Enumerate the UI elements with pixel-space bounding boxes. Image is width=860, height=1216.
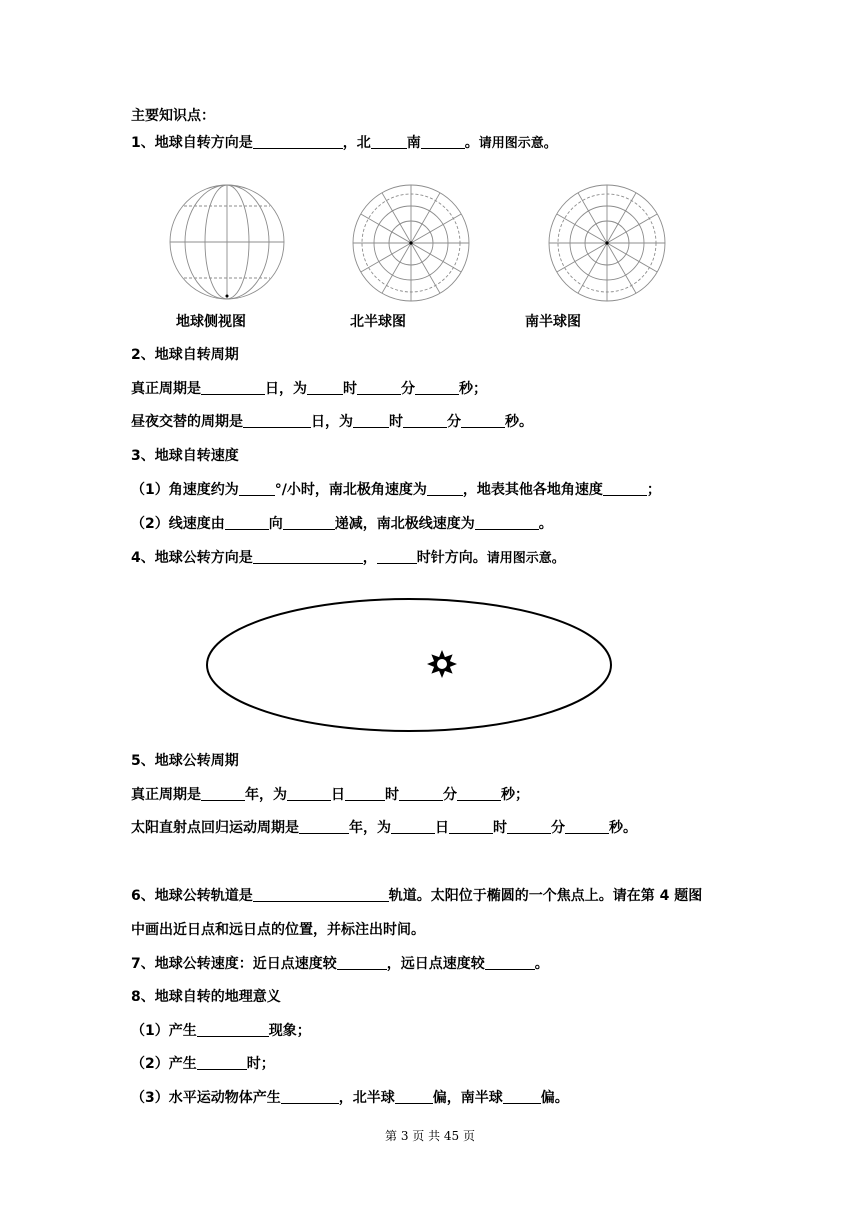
blank[interactable] [287,786,331,801]
caption-side-view: 地球侧视图 [176,314,246,330]
north-hemisphere-diagram [350,182,472,304]
question-2b: 昼夜交替的周期是 日，为 时 分 秒。 [131,414,533,430]
blank[interactable] [201,786,245,801]
question-1: 1、地球自转方向是 ，北 南 。请用图示意。 [131,135,557,151]
blank[interactable] [399,786,443,801]
question-5-title: 5、地球公转周期 [131,753,239,769]
question-2-title: 2、地球自转周期 [131,347,239,363]
blank[interactable] [307,380,343,395]
blank[interactable] [253,887,389,902]
blank[interactable] [449,819,493,834]
blank[interactable] [357,380,401,395]
blank[interactable] [281,1089,339,1104]
blank[interactable] [283,515,335,530]
question-8-title: 8、地球自转的地理意义 [131,989,281,1005]
page-footer: 第 3 页 共 45 页 [385,1129,475,1143]
blank[interactable] [427,481,463,496]
question-7: 7、地球公转速度：近日点速度较 ，远日点速度较 。 [131,956,549,972]
blank[interactable] [403,413,447,428]
blank[interactable] [253,549,363,564]
blank[interactable] [485,955,535,970]
blank[interactable] [253,134,343,149]
blank[interactable] [377,549,417,564]
question-4: 4、地球公转方向是 ， 时针方向。请用图示意。 [131,550,565,566]
question-8c: （3）水平运动物体产生 ，北半球 偏，南半球 偏。 [131,1090,569,1106]
blank[interactable] [371,134,407,149]
question-8a: （1）产生 现象； [131,1023,311,1039]
question-2a: 真正周期是 日，为 时 分 秒； [131,381,487,397]
blank[interactable] [197,1022,269,1037]
blank[interactable] [475,515,539,530]
caption-north: 北半球图 [350,314,406,330]
blank[interactable] [565,819,609,834]
globe-side-view-diagram [166,182,288,304]
blank[interactable] [457,786,501,801]
question-8b: （2）产生 时； [131,1056,275,1072]
blank[interactable] [507,819,551,834]
orbit-diagram [204,594,616,738]
sun-icon [427,650,457,678]
blank[interactable] [345,786,385,801]
question-5a: 真正周期是 年，为 日 时 分 秒； [131,787,529,803]
blank[interactable] [503,1089,541,1104]
blank[interactable] [421,134,465,149]
question-6-line-1: 6、地球公转轨道是 轨道。太阳位于椭圆的一个焦点上。请在第 4 题图 [131,888,703,904]
blank[interactable] [337,955,387,970]
question-6-line-2: 中画出近日点和远日点的位置，并标注出时间。 [131,922,425,938]
question-3a: （1）角速度约为 °/小时，南北极角速度为 ，地表其他各地角速度 ； [131,482,661,498]
blank[interactable] [299,819,349,834]
section-heading: 主要知识点： [131,108,215,124]
blank[interactable] [225,515,269,530]
question-5b: 太阳直射点回归运动周期是 年，为 日 时 分 秒。 [131,820,637,836]
caption-south: 南半球图 [525,314,581,330]
blank[interactable] [461,413,505,428]
blank[interactable] [201,380,265,395]
blank[interactable] [395,1089,433,1104]
blank[interactable] [243,413,311,428]
blank[interactable] [239,481,275,496]
question-3b: （2）线速度由 向 递减，南北极线速度为 。 [131,516,553,532]
blank[interactable] [603,481,647,496]
question-3-title: 3、地球自转速度 [131,448,239,464]
blank[interactable] [391,819,435,834]
blank[interactable] [353,413,389,428]
blank[interactable] [197,1055,247,1070]
south-hemisphere-diagram [546,182,668,304]
blank[interactable] [415,380,459,395]
